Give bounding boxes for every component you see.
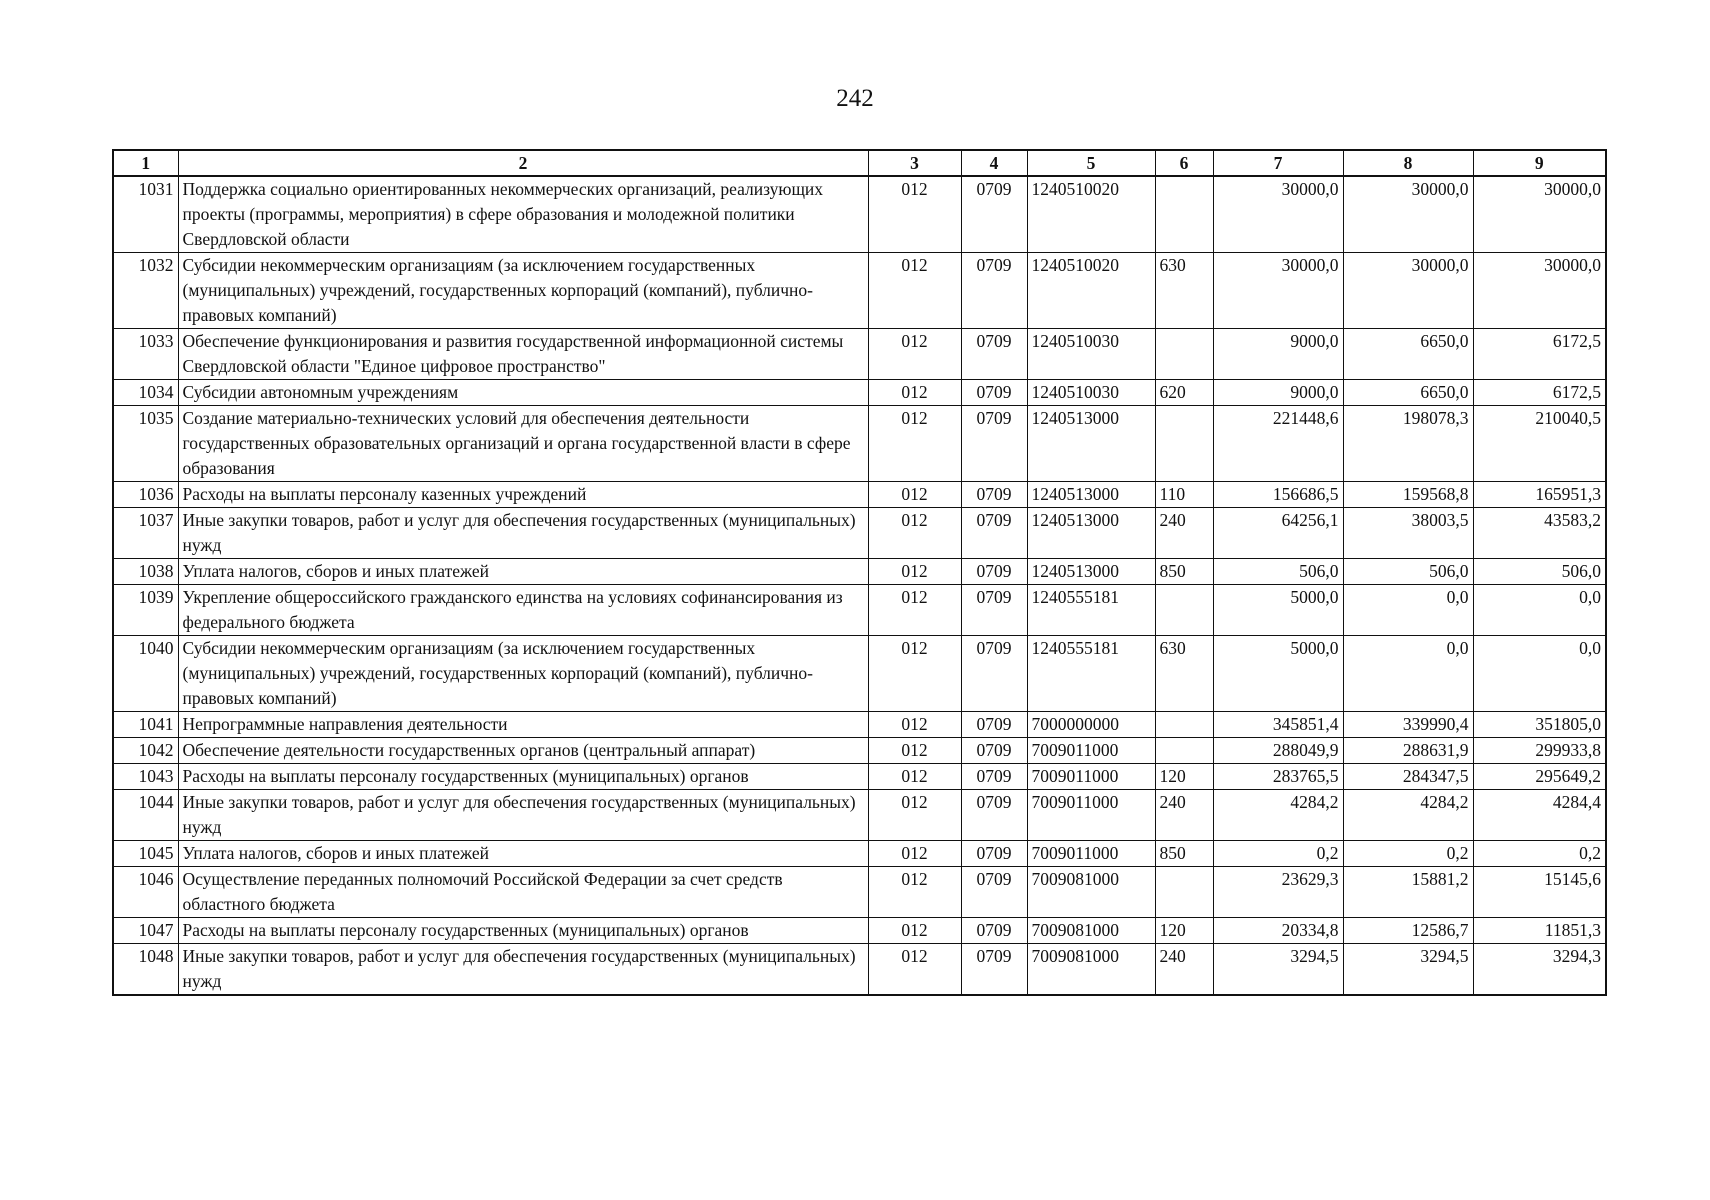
code-section: 0709 <box>961 867 1027 918</box>
item-name: Субсидии некоммерческим организациям (за исключением государственных (муниципальных) учреждений, государственных корпораций (компаний), публично-правовых компаний) <box>178 636 868 712</box>
code-ministry: 012 <box>868 406 961 482</box>
code-section: 0709 <box>961 559 1027 585</box>
column-header: 9 <box>1473 150 1606 176</box>
amount-col7: 9000,0 <box>1213 329 1343 380</box>
column-header: 1 <box>113 150 178 176</box>
code-expense-type <box>1155 329 1213 380</box>
amount-col9: 3294,3 <box>1473 944 1606 996</box>
code-section: 0709 <box>961 712 1027 738</box>
amount-col9: 351805,0 <box>1473 712 1606 738</box>
table-row <box>113 636 1606 712</box>
code-section: 0709 <box>961 636 1027 712</box>
amount-col7: 9000,0 <box>1213 380 1343 406</box>
item-name: Субсидии некоммерческим организациям (за исключением государственных (муниципальных) учреждений, государственных корпораций (компаний), публично-правовых компаний) <box>178 253 868 329</box>
amount-col8: 0,0 <box>1343 585 1473 636</box>
amount-col8: 6650,0 <box>1343 329 1473 380</box>
amount-col8: 30000,0 <box>1343 253 1473 329</box>
code-target: 1240510020 <box>1027 176 1155 253</box>
amount-col7: 5000,0 <box>1213 636 1343 712</box>
row-number: 1048 <box>113 944 178 996</box>
item-name: Иные закупки товаров, работ и услуг для обеспечения государственных (муниципальных) нужд <box>178 790 868 841</box>
amount-col7: 64256,1 <box>1213 508 1343 559</box>
amount-col9: 11851,3 <box>1473 918 1606 944</box>
table-row <box>113 841 1606 867</box>
amount-col8: 3294,5 <box>1343 944 1473 996</box>
code-target: 1240510030 <box>1027 329 1155 380</box>
code-ministry: 012 <box>868 790 961 841</box>
code-expense-type: 630 <box>1155 253 1213 329</box>
code-section: 0709 <box>961 585 1027 636</box>
amount-col8: 506,0 <box>1343 559 1473 585</box>
code-target: 7009081000 <box>1027 867 1155 918</box>
amount-col7: 0,2 <box>1213 841 1343 867</box>
code-ministry: 012 <box>868 841 961 867</box>
item-name: Осуществление переданных полномочий Российской Федерации за счет средств областного бюджета <box>178 867 868 918</box>
amount-col9: 0,0 <box>1473 636 1606 712</box>
row-number: 1034 <box>113 380 178 406</box>
code-expense-type <box>1155 712 1213 738</box>
row-number: 1044 <box>113 790 178 841</box>
code-expense-type: 850 <box>1155 841 1213 867</box>
code-section: 0709 <box>961 253 1027 329</box>
amount-col8: 38003,5 <box>1343 508 1473 559</box>
code-ministry: 012 <box>868 508 961 559</box>
code-ministry: 012 <box>868 329 961 380</box>
column-header: 5 <box>1027 150 1155 176</box>
code-target: 7009011000 <box>1027 841 1155 867</box>
amount-col8: 284347,5 <box>1343 764 1473 790</box>
table-header <box>113 150 1606 176</box>
row-number: 1036 <box>113 482 178 508</box>
code-section: 0709 <box>961 918 1027 944</box>
row-number: 1047 <box>113 918 178 944</box>
amount-col7: 221448,6 <box>1213 406 1343 482</box>
code-expense-type: 240 <box>1155 944 1213 996</box>
table-row <box>113 380 1606 406</box>
code-expense-type <box>1155 585 1213 636</box>
code-section: 0709 <box>961 764 1027 790</box>
code-section: 0709 <box>961 841 1027 867</box>
code-target: 7009011000 <box>1027 790 1155 841</box>
amount-col9: 210040,5 <box>1473 406 1606 482</box>
table-row <box>113 867 1606 918</box>
code-section: 0709 <box>961 508 1027 559</box>
table-body <box>113 176 1606 995</box>
code-ministry: 012 <box>868 380 961 406</box>
amount-col9: 0,2 <box>1473 841 1606 867</box>
table-row <box>113 559 1606 585</box>
amount-col9: 30000,0 <box>1473 253 1606 329</box>
row-number: 1046 <box>113 867 178 918</box>
column-header: 7 <box>1213 150 1343 176</box>
amount-col7: 345851,4 <box>1213 712 1343 738</box>
amount-col8: 6650,0 <box>1343 380 1473 406</box>
code-expense-type: 240 <box>1155 790 1213 841</box>
code-expense-type <box>1155 867 1213 918</box>
amount-col8: 30000,0 <box>1343 176 1473 253</box>
table-row <box>113 253 1606 329</box>
code-ministry: 012 <box>868 944 961 996</box>
row-number: 1045 <box>113 841 178 867</box>
code-expense-type: 620 <box>1155 380 1213 406</box>
item-name: Уплата налогов, сборов и иных платежей <box>178 559 868 585</box>
amount-col7: 5000,0 <box>1213 585 1343 636</box>
item-name: Укрепление общероссийского гражданского единства на условиях софинансирования из федерального бюджета <box>178 585 868 636</box>
code-ministry: 012 <box>868 738 961 764</box>
amount-col9: 6172,5 <box>1473 380 1606 406</box>
amount-col7: 283765,5 <box>1213 764 1343 790</box>
header-row <box>113 150 1606 176</box>
amount-col7: 506,0 <box>1213 559 1343 585</box>
amount-col9: 165951,3 <box>1473 482 1606 508</box>
code-expense-type: 120 <box>1155 918 1213 944</box>
amount-col8: 0,0 <box>1343 636 1473 712</box>
amount-col8: 0,2 <box>1343 841 1473 867</box>
code-ministry: 012 <box>868 764 961 790</box>
amount-col7: 30000,0 <box>1213 253 1343 329</box>
table-row <box>113 406 1606 482</box>
code-target: 7009011000 <box>1027 738 1155 764</box>
item-name: Поддержка социально ориентированных некоммерческих организаций, реализующих проекты (программы, мероприятия) в сфере образования и молодежной политики Свердловской области <box>178 176 868 253</box>
item-name: Расходы на выплаты персоналу государственных (муниципальных) органов <box>178 918 868 944</box>
page-number: 242 <box>836 85 874 112</box>
table-row <box>113 176 1606 253</box>
table-row <box>113 585 1606 636</box>
row-number: 1033 <box>113 329 178 380</box>
amount-col7: 23629,3 <box>1213 867 1343 918</box>
table-row <box>113 790 1606 841</box>
item-name: Субсидии автономным учреждениям <box>178 380 868 406</box>
code-section: 0709 <box>961 790 1027 841</box>
amount-col8: 198078,3 <box>1343 406 1473 482</box>
amount-col9: 15145,6 <box>1473 867 1606 918</box>
amount-col9: 506,0 <box>1473 559 1606 585</box>
column-header: 8 <box>1343 150 1473 176</box>
item-name: Расходы на выплаты персоналу государственных (муниципальных) органов <box>178 764 868 790</box>
code-ministry: 012 <box>868 482 961 508</box>
row-number: 1041 <box>113 712 178 738</box>
column-header: 4 <box>961 150 1027 176</box>
column-header: 6 <box>1155 150 1213 176</box>
item-name: Иные закупки товаров, работ и услуг для обеспечения государственных (муниципальных) нужд <box>178 508 868 559</box>
budget-table <box>112 149 1607 996</box>
row-number: 1037 <box>113 508 178 559</box>
item-name: Непрограммные направления деятельности <box>178 712 868 738</box>
table-row <box>113 712 1606 738</box>
code-target: 1240513000 <box>1027 482 1155 508</box>
amount-col7: 20334,8 <box>1213 918 1343 944</box>
code-ministry: 012 <box>868 918 961 944</box>
amount-col9: 4284,4 <box>1473 790 1606 841</box>
amount-col9: 43583,2 <box>1473 508 1606 559</box>
code-target: 1240513000 <box>1027 559 1155 585</box>
code-section: 0709 <box>961 944 1027 996</box>
code-target: 7009081000 <box>1027 944 1155 996</box>
amount-col8: 159568,8 <box>1343 482 1473 508</box>
amount-col8: 288631,9 <box>1343 738 1473 764</box>
item-name: Иные закупки товаров, работ и услуг для обеспечения государственных (муниципальных) нужд <box>178 944 868 996</box>
code-expense-type: 110 <box>1155 482 1213 508</box>
code-section: 0709 <box>961 329 1027 380</box>
row-number: 1039 <box>113 585 178 636</box>
item-name: Уплата налогов, сборов и иных платежей <box>178 841 868 867</box>
code-expense-type: 120 <box>1155 764 1213 790</box>
code-section: 0709 <box>961 738 1027 764</box>
code-expense-type <box>1155 738 1213 764</box>
item-name: Создание материально-технических условий для обеспечения деятельности государственных образовательных организаций и органа государственной власти в сфере образования <box>178 406 868 482</box>
code-section: 0709 <box>961 482 1027 508</box>
code-ministry: 012 <box>868 176 961 253</box>
code-target: 1240555181 <box>1027 636 1155 712</box>
amount-col8: 4284,2 <box>1343 790 1473 841</box>
code-target: 7000000000 <box>1027 712 1155 738</box>
code-expense-type: 850 <box>1155 559 1213 585</box>
code-expense-type: 240 <box>1155 508 1213 559</box>
amount-col8: 339990,4 <box>1343 712 1473 738</box>
row-number: 1032 <box>113 253 178 329</box>
column-header: 2 <box>178 150 868 176</box>
table-row <box>113 508 1606 559</box>
code-target: 1240510030 <box>1027 380 1155 406</box>
item-name: Обеспечение деятельности государственных органов (центральный аппарат) <box>178 738 868 764</box>
code-ministry: 012 <box>868 253 961 329</box>
table-row <box>113 918 1606 944</box>
code-ministry: 012 <box>868 585 961 636</box>
amount-col7: 30000,0 <box>1213 176 1343 253</box>
code-ministry: 012 <box>868 867 961 918</box>
amount-col9: 295649,2 <box>1473 764 1606 790</box>
table-row <box>113 944 1606 996</box>
table-row <box>113 764 1606 790</box>
amount-col9: 0,0 <box>1473 585 1606 636</box>
code-target: 1240513000 <box>1027 406 1155 482</box>
amount-col9: 6172,5 <box>1473 329 1606 380</box>
code-ministry: 012 <box>868 712 961 738</box>
code-ministry: 012 <box>868 636 961 712</box>
amount-col7: 4284,2 <box>1213 790 1343 841</box>
amount-col7: 288049,9 <box>1213 738 1343 764</box>
amount-col9: 299933,8 <box>1473 738 1606 764</box>
code-expense-type <box>1155 406 1213 482</box>
code-section: 0709 <box>961 406 1027 482</box>
item-name: Обеспечение функционирования и развития государственной информационной системы Свердловской области "Единое цифровое пространство" <box>178 329 868 380</box>
column-header: 3 <box>868 150 961 176</box>
code-target: 1240510020 <box>1027 253 1155 329</box>
amount-col8: 15881,2 <box>1343 867 1473 918</box>
table-row <box>113 482 1606 508</box>
table-row <box>113 738 1606 764</box>
code-target: 7009081000 <box>1027 918 1155 944</box>
amount-col7: 156686,5 <box>1213 482 1343 508</box>
code-expense-type: 630 <box>1155 636 1213 712</box>
row-number: 1038 <box>113 559 178 585</box>
code-target: 1240555181 <box>1027 585 1155 636</box>
code-ministry: 012 <box>868 559 961 585</box>
code-section: 0709 <box>961 380 1027 406</box>
row-number: 1035 <box>113 406 178 482</box>
row-number: 1042 <box>113 738 178 764</box>
code-section: 0709 <box>961 176 1027 253</box>
row-number: 1043 <box>113 764 178 790</box>
amount-col7: 3294,5 <box>1213 944 1343 996</box>
code-expense-type <box>1155 176 1213 253</box>
item-name: Расходы на выплаты персоналу казенных учреждений <box>178 482 868 508</box>
amount-col8: 12586,7 <box>1343 918 1473 944</box>
table-row <box>113 329 1606 380</box>
amount-col9: 30000,0 <box>1473 176 1606 253</box>
row-number: 1031 <box>113 176 178 253</box>
code-target: 1240513000 <box>1027 508 1155 559</box>
row-number: 1040 <box>113 636 178 712</box>
code-target: 7009011000 <box>1027 764 1155 790</box>
